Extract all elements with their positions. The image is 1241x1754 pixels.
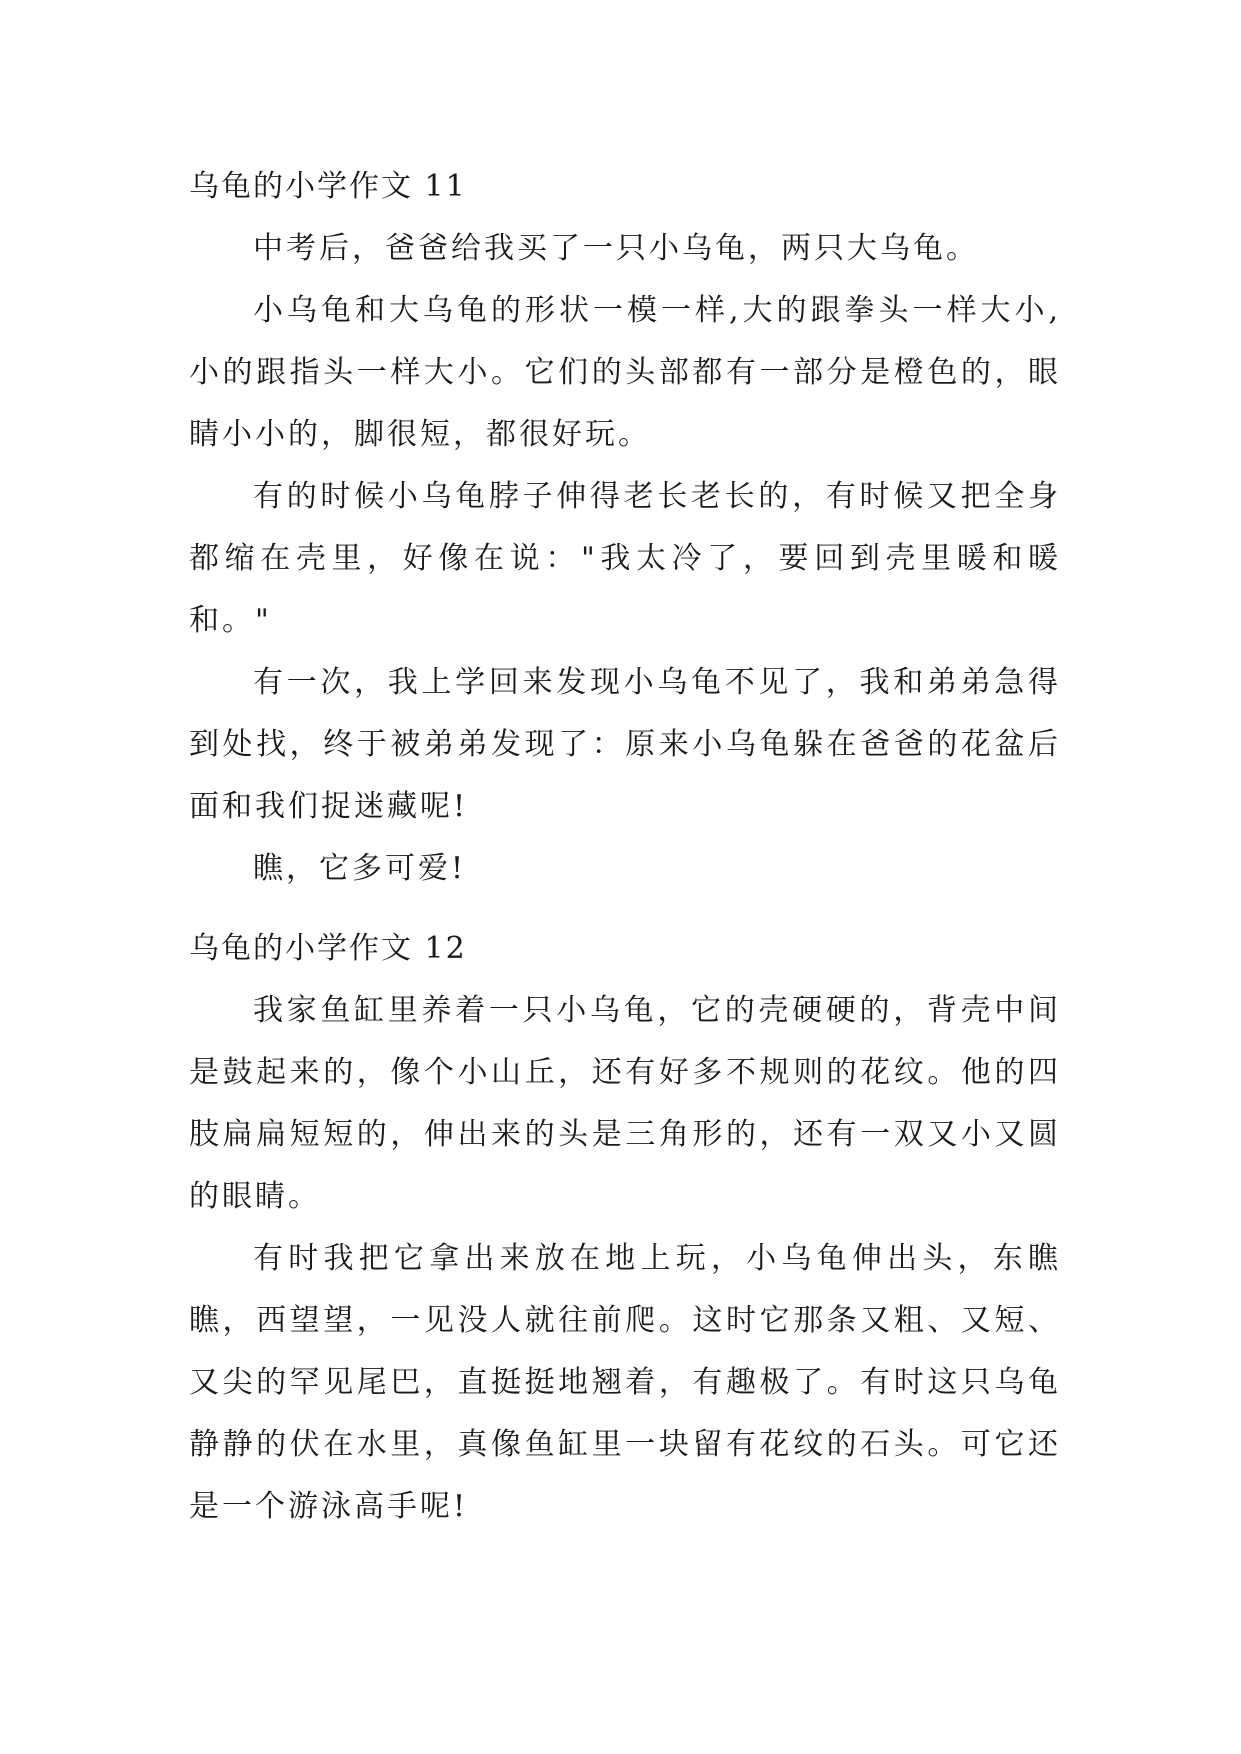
essay-paragraph: 有时我把它拿出来放在地上玩，小乌龟伸出头，东瞧瞧，西望望，一见没人就往前爬。这时它那条又粗、又短、又尖的罕见尾巴，直挺挺地翘着，有趣极了。有时这只乌龟静静的伏在水里，真像鱼缸里一块留有花纹的石头。可它还是一个游泳高手呢! bbox=[189, 1241, 1061, 1524]
essay-title: 乌龟的小学作文 12 bbox=[189, 931, 467, 966]
essay-12 bbox=[189, 918, 1061, 1538]
essay-paragraph: 小乌龟和大乌龟的形状一模一样,大的跟拳头一样大小,小的跟指头一样大小。它们的头部都有一部分是橙色的，眼睛小小的，脚很短，都很好玩。 bbox=[189, 293, 1061, 452]
essay-paragraph: 有一次，我上学回来发现小乌龟不见了，我和弟弟急得到处找，终于被弟弟发现了：原来小乌龟躲在爸爸的花盆后面和我们捉迷藏呢! bbox=[189, 665, 1061, 824]
essay-paragraph: 瞧，它多可爱! bbox=[253, 851, 467, 886]
essay-paragraph: 我家鱼缸里养着一只小乌龟，它的壳硬硬的，背壳中间是鼓起来的，像个小山丘，还有好多不规则的花纹。他的四肢扁扁短短的，伸出来的头是三角形的，还有一双又小又圆的眼睛。 bbox=[189, 993, 1061, 1214]
essay-title: 乌龟的小学作文 11 bbox=[189, 169, 467, 204]
essay-paragraph: 中考后，爸爸给我买了一只小乌龟，两只大乌龟。 bbox=[253, 231, 979, 266]
essay-paragraph: 有的时候小乌龟脖子伸得老长老长的，有时候又把全身都缩在壳里，好像在说："我太冷了，要回到壳里暖和暖和。" bbox=[189, 479, 1061, 638]
essay-11 bbox=[189, 156, 1061, 900]
